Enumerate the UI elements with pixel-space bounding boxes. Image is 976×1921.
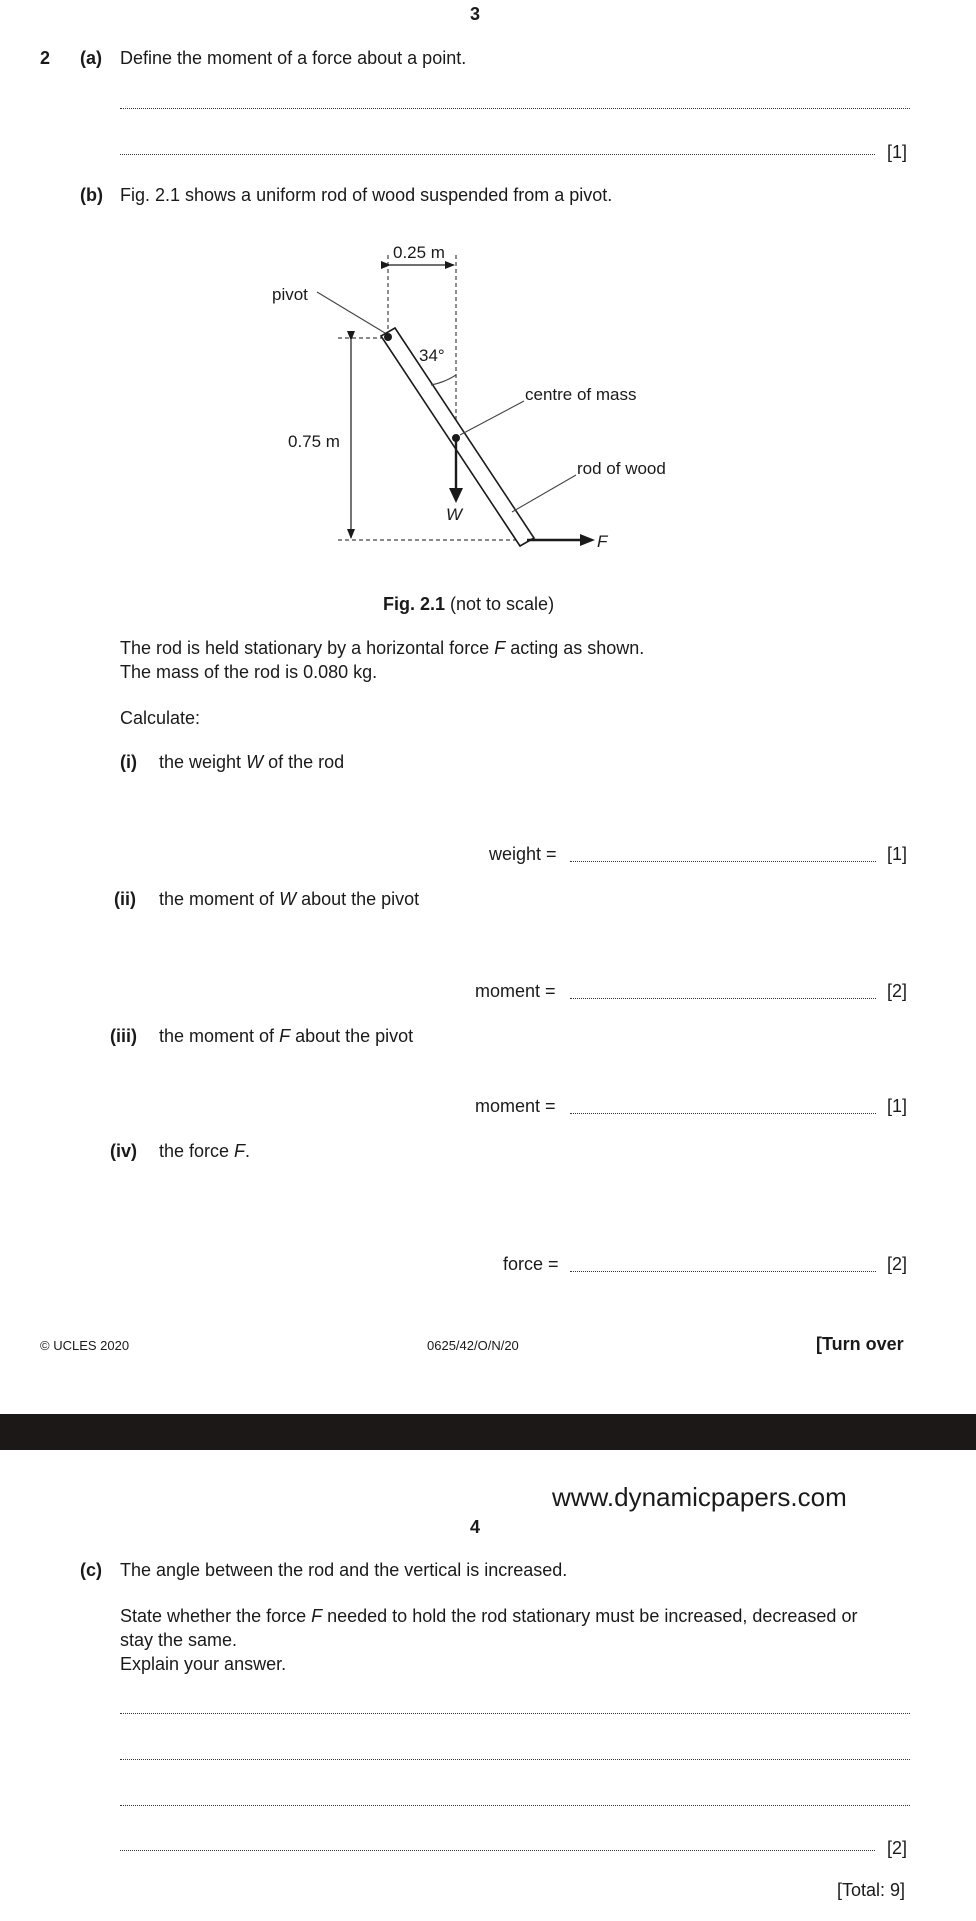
mass-text: The mass of the rod is 0.080 kg. <box>120 662 378 682</box>
weight-answer-label: weight = <box>489 844 557 864</box>
com-leader-line <box>460 401 524 435</box>
total-marks: [Total: 9] <box>837 1880 906 1900</box>
subpart-ii-text: the moment of W about the pivot <box>159 889 420 909</box>
width-label: 0.25 m <box>393 243 445 262</box>
website-header: www.dynamicpapers.com <box>552 1482 847 1512</box>
subpart-iv-text: the force F. <box>159 1141 251 1161</box>
moment-w-answer-label: moment = <box>475 981 556 1001</box>
figure-rod-diagram <box>0 0 976 600</box>
moment-f-answer-line[interactable] <box>570 1113 876 1114</box>
held-stationary-text: The rod is held stationary by a horizontal force F acting as shown. <box>120 638 645 658</box>
part-c-state-text: State whether the force F needed to hold the rod stationary must be increased, decreased or <box>120 1606 858 1626</box>
subpart-iv-label: (iv) <box>110 1141 137 1161</box>
pivot-point <box>384 333 392 341</box>
subpart-i-label: (i) <box>120 752 137 772</box>
weight-label: W <box>446 505 463 524</box>
answer-line[interactable] <box>120 1805 910 1806</box>
part-b-label: (b) <box>80 185 103 205</box>
weight-arrowhead <box>449 488 463 503</box>
footer-code: 0625/42/O/N/20 <box>427 1338 519 1353</box>
part-c-mark: [2] <box>887 1838 908 1858</box>
footer-turn-over: [Turn over <box>816 1334 904 1354</box>
force-answer-line[interactable] <box>570 1271 876 1272</box>
force-answer-label: force = <box>503 1254 559 1274</box>
subpart-iii-label: (iii) <box>110 1026 137 1046</box>
weight-answer-line[interactable] <box>570 861 876 862</box>
height-label: 0.75 m <box>288 432 340 451</box>
subpart-i-text: the weight W of the rod <box>159 752 345 772</box>
footer-copyright: © UCLES 2020 <box>40 1338 130 1353</box>
part-c-label: (c) <box>80 1560 102 1580</box>
figure-caption-rest: (not to scale) <box>445 594 555 614</box>
part-c-state-line2: stay the same. <box>120 1630 238 1650</box>
question-number: 2 <box>40 48 51 68</box>
answer-line[interactable] <box>120 1759 910 1760</box>
part-c-text: The angle between the rod and the vertical is increased. <box>120 1560 568 1580</box>
part-c-explain: Explain your answer. <box>120 1654 287 1674</box>
part-a-label: (a) <box>80 48 102 68</box>
rod-leader-line <box>512 475 576 512</box>
rod-label: rod of wood <box>577 459 666 478</box>
subpart-ii-label: (ii) <box>114 889 136 909</box>
subpart-iv-mark: [2] <box>887 1254 908 1274</box>
part-a-mark: [1] <box>887 142 908 162</box>
figure-caption-bold: Fig. 2.1 <box>383 594 446 614</box>
answer-line[interactable] <box>120 1850 875 1851</box>
subpart-ii-mark: [2] <box>887 981 908 1001</box>
page-number-4: 4 <box>470 1517 481 1537</box>
angle-label: 34° <box>419 346 445 365</box>
subpart-i-mark: [1] <box>887 844 908 864</box>
page-number: 3 <box>470 4 481 24</box>
pivot-leader-line <box>317 292 385 333</box>
subpart-iii-text: the moment of F about the pivot <box>159 1026 414 1046</box>
force-arrowhead <box>580 534 595 546</box>
answer-line[interactable] <box>120 1713 910 1714</box>
centre-of-mass-label: centre of mass <box>525 385 637 404</box>
part-b-intro: Fig. 2.1 shows a uniform rod of wood suspended from a pivot. <box>120 185 613 205</box>
figure-caption <box>383 594 554 615</box>
part-a-text: Define the moment of a force about a point. <box>120 48 467 68</box>
calculate-text: Calculate: <box>120 708 201 728</box>
pivot-label: pivot <box>272 285 308 304</box>
subpart-iii-mark: [1] <box>887 1096 908 1116</box>
moment-f-answer-label: moment = <box>475 1096 556 1116</box>
moment-w-answer-line[interactable] <box>570 998 876 999</box>
force-label: F <box>597 532 608 551</box>
page-separator <box>0 1414 976 1450</box>
angle-arc <box>431 375 456 385</box>
